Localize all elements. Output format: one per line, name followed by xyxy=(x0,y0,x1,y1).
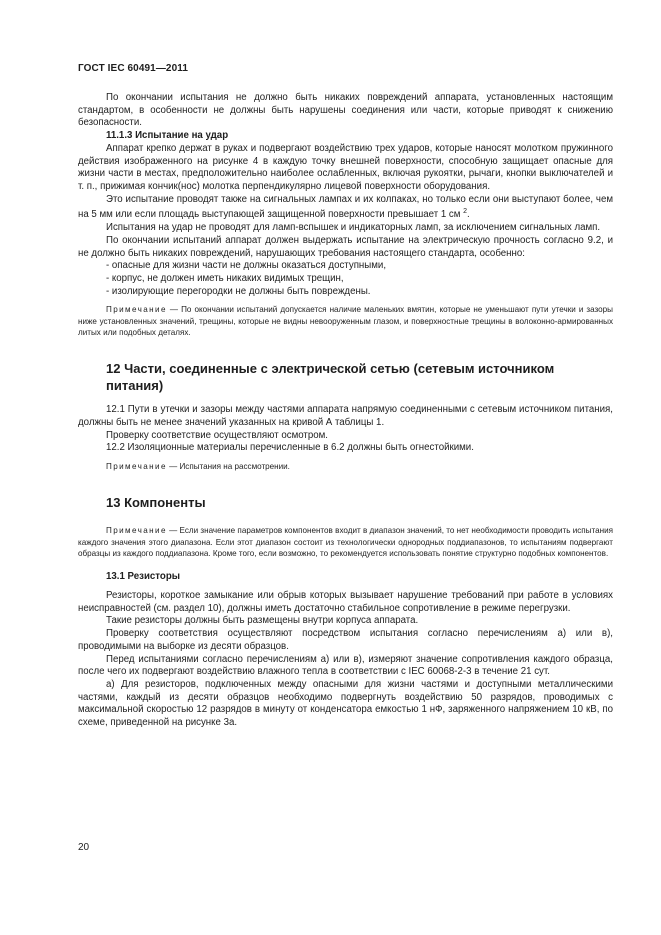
list-item: - изолирующие перегородки не должны быть повреждены. xyxy=(106,285,371,297)
document-body xyxy=(78,92,613,730)
paragraph: Испытания на удар не проводят для ламп-вспышек и индикаторных ламп, за исключением сигнальных ламп. xyxy=(106,222,601,234)
section-heading-12: 12 Части, соединенные с электрической сетью (сетевым источником питания) xyxy=(106,361,555,394)
note-label: Примечание xyxy=(106,305,167,315)
list-item: - корпус, не должен иметь никаких видимых трещин, xyxy=(106,273,344,285)
paragraph: 12.1 Пути в утечки и зазоры между частями аппарата напрямую соединенными с сетевым источником питания, должны быть не менее значений указанных на кривой А таблицы 1. xyxy=(78,404,613,429)
paragraph: Проверку соответствие осуществляют осмотром. xyxy=(106,429,328,441)
section-heading-13: 13 Компоненты xyxy=(106,495,206,511)
note-text: — По окончании испытаний допускается наличие маленьких вмятин, которые не уменьшают пути утечки и зазоры ниже установленных значений, трещины, которые не видны невооруженным глазом, и поверхностные трещины в волоконно-армированных литых или подобных деталях. xyxy=(78,305,613,338)
paragraph: Резисторы, короткое замыкание или обрыв которых вызывает нарушение требований при работе в условиях неисправностей (см. раздел 10), должны иметь достаточно стабильное сопротивление в режиме перегрузки. xyxy=(78,590,613,614)
paragraph-end: . xyxy=(467,209,470,221)
paragraph: Перед испытаниями согласно перечислениям а) или в), измеряют значение сопротивления каждого образца, после чего их подвергают воздействию влажного тепла в соответствии с IEC 60068-2-3 в течение 21 сут. xyxy=(78,653,613,678)
note-label: Примечание xyxy=(106,526,167,536)
note-text: — Испытания на рассмотрении. xyxy=(166,462,290,472)
subsection-heading-13-1: 13.1 Резисторы xyxy=(106,571,181,583)
superscript: 2 xyxy=(463,208,468,216)
paragraph: По окончании испытания не должно быть никаких повреждений аппарата, установленных настоящим стандартом, в особенности не должны быть нарушены соединения или части, которые приводят к снижению безопасности. xyxy=(78,92,613,129)
paragraph xyxy=(78,194,613,223)
paragraph: Аппарат крепко держат в руках и подвергают воздействию трех ударов, которые наносят молотком пружинного действия изображенного на рисунке 4 в каждую точку внешней поверхности, способную защищает опасные для жизни части в местах, предположительно наиболее ослабленных, включая рукоятки, рычаги, кнопки выключателей и т. п., прижимая кончик(нос) молотка перпендикулярно лицевой поверхности оборудования. xyxy=(78,142,613,192)
document-header: ГОСТ IEC 60491—2011 xyxy=(78,63,189,74)
note xyxy=(78,461,613,472)
paragraph: 12.2 Изоляционные материалы перечисленные в 6.2 должны быть огнестойкими. xyxy=(106,442,474,454)
note-text: — Если значение параметров компонентов входит в диапазон значений, то нет необходимости проводить испытания каждого значения этого диапазона. Если этот диапазон состоит из технологически однородных поддиапазонов, то испытаниям подвергают образцы из каждого поддиапазона. Кроме того, если возможно, то рекомендуется использовать понятие структурно подобных компонентов. xyxy=(78,526,613,559)
page-number: 20 xyxy=(78,842,90,853)
paragraph-text: Это испытание проводят также на сигнальных лампах и их колпаках, но только если они выступают более, чем на 5 мм или если площадь выступающей защищенной поверхности превышает 1 см xyxy=(78,193,613,221)
note xyxy=(78,525,613,559)
subsection-heading-11-1-3: 11.1.3 Испытание на удар xyxy=(106,130,229,142)
paragraph: Такие резисторы должны быть размещены внутри корпуса аппарата. xyxy=(106,615,419,627)
note-label: Примечание xyxy=(106,462,167,472)
list-item: - опасные для жизни части не должны оказаться доступными, xyxy=(106,260,387,272)
paragraph: По окончании испытаний аппарат должен выдержать испытание на электрическую прочность согласно 9.2, и не должно быть никаких повреждений, нарушающих требования настоящего стандарта, особенно: xyxy=(78,234,613,259)
note xyxy=(78,304,613,338)
paragraph: Проверку соответствия осуществляют посредством испытания согласно перечислениям а) или в), проводимыми на выборке из десяти образцов. xyxy=(78,628,613,652)
paragraph: а) Для резисторов, подключенных между опасными для жизни частями и доступными металлическими частями, каждый из десяти образцов необходимо подвергнуть воздействию 50 разрядов, проводимых с максимальной скоростью 12 разрядов в минуту от конденсатора емкостью 1 нФ, заряженного напряжением 10 кВ, по схеме, приведенной на рисунке 3а. xyxy=(78,679,613,729)
